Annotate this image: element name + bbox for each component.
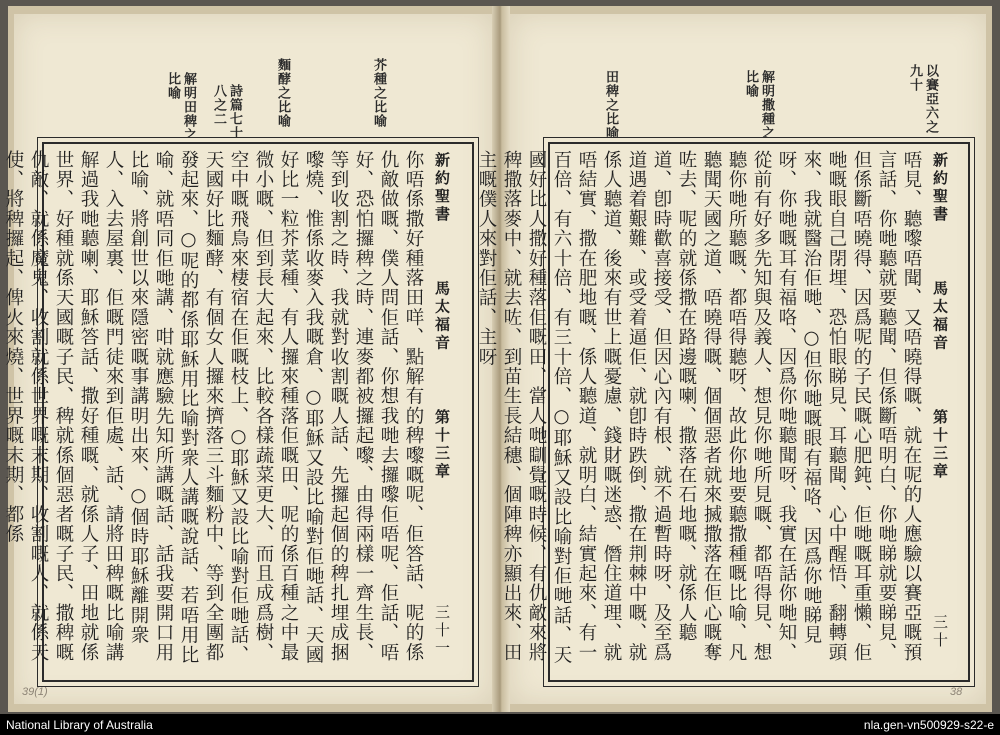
header-title: 新約聖書 (433, 152, 451, 224)
margin-note: 麵酵之比喻 (275, 58, 290, 128)
header-title: 新約聖書 (931, 152, 949, 224)
footer-bar (0, 714, 1000, 735)
page-number: 三十一 (433, 604, 451, 658)
pencil-mark: 39(1) (22, 686, 48, 698)
footer-identifier: nla.gen-vn500929-s22-e (863, 718, 994, 732)
margin-note: 田稗之比喻 (603, 70, 618, 140)
header-chapter: 第十三章 (433, 408, 451, 481)
margin-note: 解明撒種之比喻 (743, 70, 774, 140)
margin-note: 詩篇七十八之二 (211, 84, 242, 140)
footer-library-name: National Library of Australia (6, 718, 153, 732)
body-text: 你唔係撒好種落田咩、點解有的稗嚟嘅呢、佢答話、呢的係仇敵做嘅、僕人問佢話、你想我哋去攞嚟佢唔呢、佢話、唔好、恐怕攞稗之時、連麥都被攞起嚟、由得兩樣一齊生長、等到收割之時、我就對收割嘅人話、先攞起個的稗扎埋成捆嚟燒、惟係收麥入我嘅倉、○耶穌又設比喻對佢哋話、天國好比一粒芥菜種、有人攞來種落佢嘅田、呢的係百種之中最微小嘅、但到長大起來、比較各樣蔬菜更大、而且成爲樹、空中嘅飛鳥來棲宿在佢嘅枝上、○耶穌又設比喻對佢哋話、天國好比麵酵、有個女人攞來擠落三斗麵粉中、等到全團都發起來、○呢的都係耶穌用比喻對衆人講嘅說話、若唔用比喻、就唔同佢哋講、咁就應驗先知所講嘅話、話我要開口用比喻、將創世以來隱密嘅事講明出來、○個時耶穌離開衆人、入去屋裏、佢嘅門徒來到佢處、話、請將田稗嘅比喻講解過我哋聽喇、耶穌答話、撒好種嘅、就係人子、田地就係世界、好種就係天國嘅子民、稗就係個惡者嘅子民、撒稗嘅仇敵、就係魔鬼、收割就係世界嘅末期、收割嘅人、就係天使、將稗攞起、俾火來燒、世界嘅末期、都係 (3, 150, 424, 665)
body-text: 唔見、聽嚟唔聞、又唔曉得嘅、就在呢的人應驗以賽亞嘅預言話、你哋聽就要聽聞、但係斷唔明白、你哋睇就要睇見、但係斷唔曉得、因爲呢的子民嘅心肥鈍、佢哋嘅耳重懶、佢哋嘅眼自己閉埋、恐怕眼睇見、耳聽聞、心中醒悟、翻轉頭來、我就醫治佢哋、○但你哋嘅眼有福咯、因爲你哋睇見呀、你哋嘅耳有福咯、因爲你哋聽聞呀、我實在話你哋知、從前有好多先知與及義人、想見你哋所見嘅、都唔得見、想聽你哋所聽嘅、都唔得聽呀、故此你地要聽撒種嘅比喻、凡聽聞天國之道、唔曉得嘅、個個惡者就來搣撒落在佢心嘅奪咗去、呢的就係撒在路邊嘅喇、撒落在石地嘅、就係人聽道、卽時歡喜接受、但因心內有根、就不過暫時呀、及至爲道遇着艱難、或受着逼佢、就卽時跌倒、撒在荆棘中嘅、就係人聽道、後來有世上嘅憂慮、錢財嘅迷惑、僭住道理、就唔結實、撒在肥地嘅、係人聽道、就明白、結實起來、有一百倍、有六十倍、有三十倍、○耶穌又設比喻對佢哋話、天國好比人撒好種落佢嘅田、當人哋瞓覺嘅時候、有仇敵來將稗撒落麥中、就去咗、到苗生長結穗、個陣稗亦顯出來、田主嘅僕人來對佢話、主呀 (476, 150, 922, 665)
header-chapter: 第十三章 (931, 408, 949, 481)
header-book: 馬太福音 (931, 280, 949, 353)
margin-note: 以賽亞六之九十 (907, 64, 938, 134)
page-header (930, 152, 951, 672)
page-header (432, 152, 453, 672)
pencil-mark: 38 (950, 686, 963, 698)
margin-note: 芥種之比喻 (371, 58, 386, 128)
right-page (476, 14, 986, 704)
header-book: 馬太福音 (433, 280, 451, 353)
left-page (3, 14, 492, 704)
book-spread (3, 6, 992, 712)
margin-note: 解明田稗之比喻 (165, 72, 196, 142)
page-number: 三十 (931, 614, 949, 650)
